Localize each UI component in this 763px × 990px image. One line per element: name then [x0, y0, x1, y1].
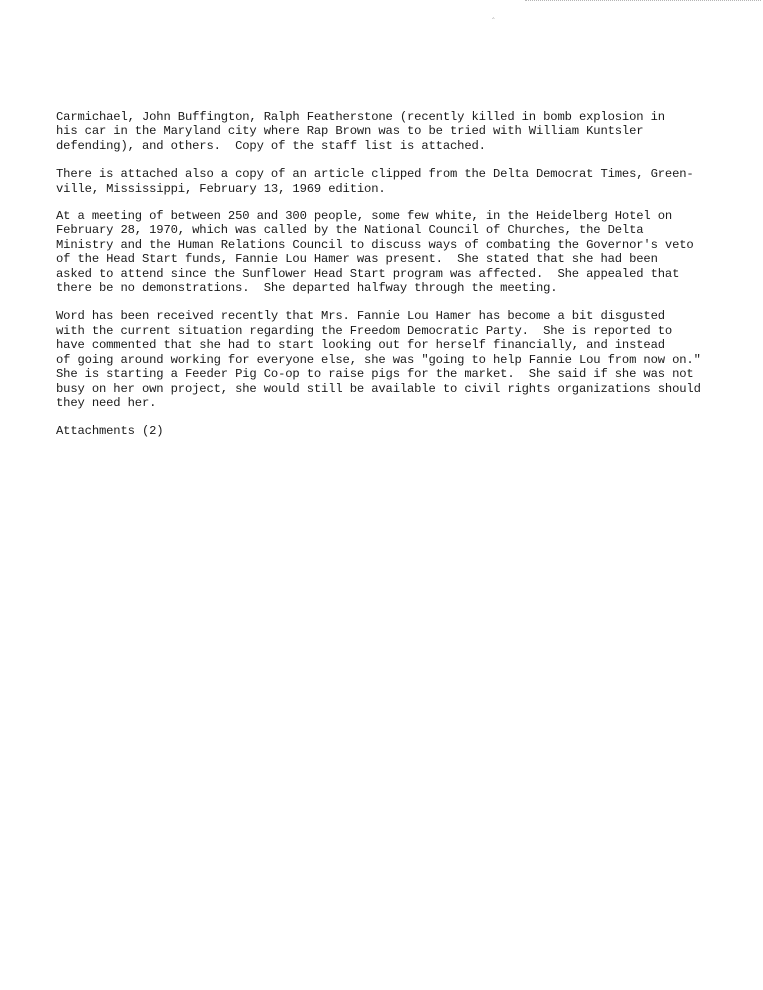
attachments-note: Attachments (2) [56, 424, 164, 439]
text-line: Carmichael, John Buffington, Ralph Featherstone (recently killed in bomb explosion in [56, 110, 665, 124]
paragraph-article [56, 167, 756, 196]
text-line: She is starting a Feeder Pig Co-op to raise pigs for the market. She said if she was not [56, 367, 694, 382]
text-line: There is attached also a copy of an article clipped from the Delta Democrat Times, Green- [56, 167, 694, 182]
text-line: with the current situation regarding the Freedom Democratic Party. She is reported to [56, 323, 673, 338]
text-line: of the Head Start funds, Fannie Lou Hamer was present. She stated that she had been [56, 252, 658, 267]
paragraph-staff-list [56, 110, 756, 153]
text-line: busy on her own project, she would still be available to civil rights organizations should [56, 381, 701, 396]
text-line: defending), and others. Copy of the staff list is attached. [56, 138, 486, 153]
text-line: asked to attend since the Sunflower Head Start program was affected. She appealed that [56, 266, 680, 281]
text-line: At a meeting of between 250 and 300 people, some few white, in the Heidelberg Hotel on [56, 209, 673, 224]
top-edge-dotted-line [525, 0, 761, 1]
text-line: February 28, 1970, which was called by the National Council of Churches, the Delta [56, 223, 644, 238]
paragraph-hamer-report [56, 309, 756, 410]
text-line: Ministry and the Human Relations Council to discuss ways of combating the Governor's veto [56, 237, 694, 252]
scan-mark: ‸ [492, 11, 495, 20]
paragraph-meeting [56, 209, 756, 295]
text-line: they need her. [56, 395, 157, 410]
document-body [56, 110, 756, 439]
text-line: ville, Mississippi, February 13, 1969 edition. [56, 181, 386, 196]
text-line: there be no demonstrations. She departed halfway through the meeting. [56, 281, 558, 296]
text-line: Word has been received recently that Mrs. Fannie Lou Hamer has become a bit disgusted [56, 309, 665, 324]
text-line: his car in the Maryland city where Rap Brown was to be tried with William Kuntsler [56, 124, 644, 139]
text-line: of going around working for everyone else, she was "going to help Fannie Lou from now on." [56, 352, 701, 367]
text-line: have commented that she had to start looking out for herself financially, and instead [56, 338, 665, 353]
